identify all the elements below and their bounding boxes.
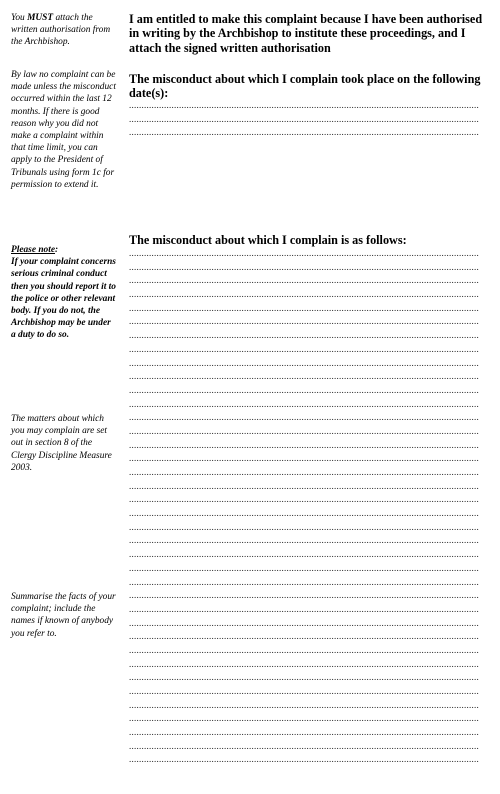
dotted-line: ............................................................................................................................................ (129, 508, 479, 519)
dotted-line: ............................................................................................................................................ (129, 727, 479, 738)
dotted-line: ............................................................................................................................................ (129, 412, 479, 423)
note-authorisation-prefix: You (11, 13, 28, 23)
please-note-body: If your complaint concerns serious criminal conduct then you should report it to the police or other relevant body. If you do not, the Archbishop may be under a duty to do so. (11, 257, 116, 341)
note-summarise: Summarise the facts of your complaint; include the names if known of anybody you refer to. (11, 592, 116, 639)
note-matters: The matters about which you may complain are set out in section 8 of the Clergy Discipline Measure 2003. (11, 414, 112, 473)
dotted-line: ............................................................................................................................................ (129, 754, 479, 765)
note-please-note (11, 244, 117, 342)
dotted-line: ............................................................................................................................................ (129, 302, 479, 313)
dates-dotted-lines (129, 99, 486, 140)
dotted-line: ............................................................................................................................................ (129, 549, 479, 560)
dotted-line: ............................................................................................................................................ (129, 590, 479, 601)
note-authorisation (11, 12, 117, 49)
dotted-line: ............................................................................................................................................ (129, 672, 479, 683)
dotted-line: ............................................................................................................................................ (129, 425, 479, 436)
dotted-line: ............................................................................................................................................ (129, 398, 479, 409)
dotted-line: ............................................................................................................................................ (129, 699, 479, 710)
dotted-line: ............................................................................................................................................ (129, 576, 479, 587)
dotted-line: ............................................................................................................................................ (129, 330, 479, 341)
dotted-line: ............................................................................................................................................ (129, 113, 479, 124)
dotted-line: ............................................................................................................................................ (129, 631, 479, 642)
dotted-line: ............................................................................................................................................ (129, 603, 479, 614)
dotted-line: ............................................................................................................................................ (129, 384, 479, 395)
dotted-line: ............................................................................................................................................ (129, 617, 479, 628)
heading-dates: The misconduct about which I complain took place on the following date(s): (129, 72, 481, 101)
dotted-line: ............................................................................................................................................ (129, 275, 479, 286)
dotted-line: ............................................................................................................................................ (129, 371, 479, 382)
dotted-line: ............................................................................................................................................ (129, 494, 479, 505)
dotted-line: ............................................................................................................................................ (129, 357, 479, 368)
heading-misconduct: The misconduct about which I complain is as follows: (129, 233, 407, 247)
dotted-line: ............................................................................................................................................ (129, 467, 479, 477)
dotted-line: ............................................................................................................................................ (129, 644, 479, 655)
dotted-line: ............................................................................................................................................ (129, 127, 479, 138)
dotted-line: ............................................................................................................................................ (129, 686, 479, 696)
dotted-line: ............................................................................................................................................ (129, 100, 479, 110)
dotted-line: ............................................................................................................................................ (129, 713, 479, 724)
note-must: MUST (27, 13, 54, 23)
dotted-line: ............................................................................................................................................ (129, 480, 479, 491)
dotted-line: ............................................................................................................................................ (129, 343, 479, 354)
dotted-line: ............................................................................................................................................ (129, 535, 479, 546)
misconduct-dotted-lines (129, 247, 486, 767)
dotted-line: ............................................................................................................................................ (129, 248, 479, 258)
dotted-line: ............................................................................................................................................ (129, 439, 479, 450)
dotted-line: ............................................................................................................................................ (129, 316, 479, 327)
dotted-line: ............................................................................................................................................ (129, 521, 479, 532)
dotted-line: ............................................................................................................................................ (129, 453, 479, 464)
note-time-limit: By law no complaint can be made unless the misconduct occurred within the last 12 months. If there is good reason why you did not make a complaint within that time limit, you can apply to the President of Tribunals using form 1c for permission to extend it. (11, 70, 116, 190)
please-note-title: Please note (11, 245, 56, 255)
dotted-line: ............................................................................................................................................ (129, 658, 479, 669)
dotted-line: ............................................................................................................................................ (129, 562, 479, 573)
please-note-colon: : (55, 245, 59, 255)
dotted-line: ............................................................................................................................................ (129, 740, 479, 751)
dotted-line: ............................................................................................................................................ (129, 261, 479, 272)
dotted-line: ............................................................................................................................................ (129, 289, 479, 300)
heading-authorised: I am entitled to make this complaint because I have been authorised in writing by the Archbishop to institute these proceedings, and I attach the signed written authorisation (129, 12, 483, 55)
note-authorisation-rest: attach the written authorisation from the Archbishop. (11, 13, 111, 48)
